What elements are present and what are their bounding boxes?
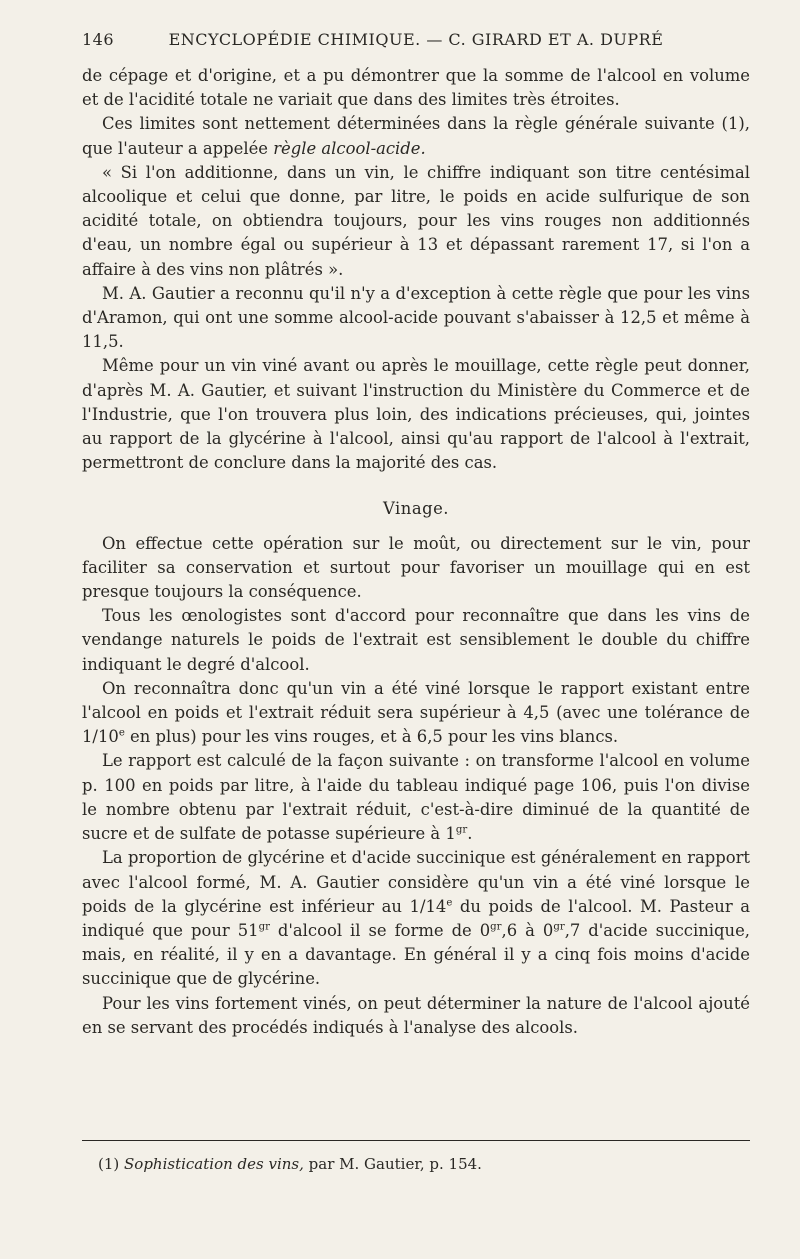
paragraph: On effectue cette opération sur le moût, ou directement sur le vin, pour faciliter sa conservation et surtout pour favoriser un mouillage qui en est presque toujours la conséquence.: [82, 533, 750, 602]
paragraph: Même pour un vin viné avant ou après le mouillage, cette règle peut donner, d'après M. A. Gautier, et suivant l'instruction du Ministère du Commerce et de l'Industrie, que l'on trouvera plus loin, des indications précieuses, qui, jointes au rapport de la glycérine à l'alcool, ainsi qu'au rapport de l'alcool à l'extrait, permettront de conclure dans la majorité des cas.: [82, 356, 750, 473]
paragraph-text: On reconnaîtra donc qu'un vin a été viné lorsque le rapport existant entre l'alcool en poids et l'extrait réduit sera supérieur à 4,5 (avec une tolérance de 1/10: [82, 678, 750, 747]
paragraph-text: du poids de l'alcool. M. Pasteur a indiqué que pour 51: [82, 896, 750, 940]
footnote-title: Sophistication des vins,: [124, 1155, 304, 1173]
running-title: ENCYCLOPÉDIE CHIMIQUE. — C. GIRARD ET A. DUPRÉ: [168, 30, 664, 49]
paragraph-text: La proportion de glycérine et d'acide succinique est généralement en rapport avec l'alcool formé, M. A. Gautier considère qu'un vin a été viné lorsque le poids de la glycérine est inférieur au 1/14: [82, 848, 750, 916]
paragraph-text: en plus) pour les vins rouges, et à 6,5 pour les vins blancs.: [124, 727, 619, 747]
superscript: gr: [553, 921, 565, 933]
paragraph: de cépage et d'origine, et a pu démontrer que la somme de l'alcool en volume et de l'acidité totale ne variait que dans des limites très étroites.: [82, 66, 750, 110]
paragraph-text: ,6 à 0: [501, 920, 554, 940]
paragraph: [82, 112, 750, 160]
rule-name: règle alcool-acide.: [273, 138, 426, 158]
footnote: [98, 1154, 482, 1174]
superscript: gr: [455, 824, 468, 836]
footnote-mark: (1): [98, 1155, 125, 1173]
paragraph: M. A. Gautier a reconnu qu'il n'y a d'exception à cette règle que pour les vins d'Aramon, qui ont une somme alcool-acide pouvant s'abaisser à 12,5 et même à 11,5.: [82, 283, 750, 352]
superscript: e: [446, 897, 453, 909]
paragraph-text: Ces limites sont nettement déterminées dans la règle générale suivante (1), que l'auteur a appelée: [82, 114, 750, 158]
quotation-paragraph: « Si l'on additionne, dans un vin, le chiffre indiquant son titre centésimal alcoolique et celui que donne, par litre, le poids en acide sulfurique de son acidité totale, on obtiendra toujours, pour les vins rouges non additionnés d'eau, un nombre égal ou supérieur à 13 et dépassant rarement 17, si l'on a affaire à des vins non plâtrés ».: [82, 162, 750, 279]
paragraph-text: ,7 d'acide succinique, mais, en réalité, il y en a davantage. En général il y a cinq fois moins d'acide succinique que de glycérine.: [82, 920, 750, 989]
paragraph-text: d'alcool il se forme de 0: [269, 920, 491, 940]
paragraph: [82, 677, 750, 750]
paragraph: Pour les vins fortement vinés, on peut déterminer la nature de l'alcool ajouté en se servant des procédés indiqués à l'analyse des alcools.: [82, 993, 750, 1037]
section-heading: Vinage.: [382, 499, 450, 519]
page-number: 146: [82, 30, 115, 49]
paragraph: Tous les œnologistes sont d'accord pour reconnaître que dans les vins de vendange naturels le poids de l'extrait est sensiblement le double du chiffre indiquant le degré d'alcool.: [82, 606, 750, 674]
superscript: e: [118, 727, 125, 739]
paragraph-text: Le rapport est calculé de la façon suivante : on transforme l'alcool en volume p. 100 en poids par litre, à l'aide du tableau indiqué page 106, puis l'on divise le nombre obtenu par l'extrait réduit, c'est-à-dire diminué de la quantité de sucre et de sulfate de potasse supérieure à 1: [82, 751, 750, 844]
footnote-text: par M. Gautier, p. 154.: [303, 1155, 482, 1173]
superscript: gr: [258, 921, 270, 933]
page-body: [82, 64, 750, 1040]
paragraph: [82, 846, 750, 991]
paragraph: [82, 749, 750, 846]
paragraph-text: .: [467, 824, 473, 844]
page-header: [82, 30, 750, 54]
footnote-divider: [82, 1140, 750, 1141]
superscript: gr: [490, 921, 502, 933]
